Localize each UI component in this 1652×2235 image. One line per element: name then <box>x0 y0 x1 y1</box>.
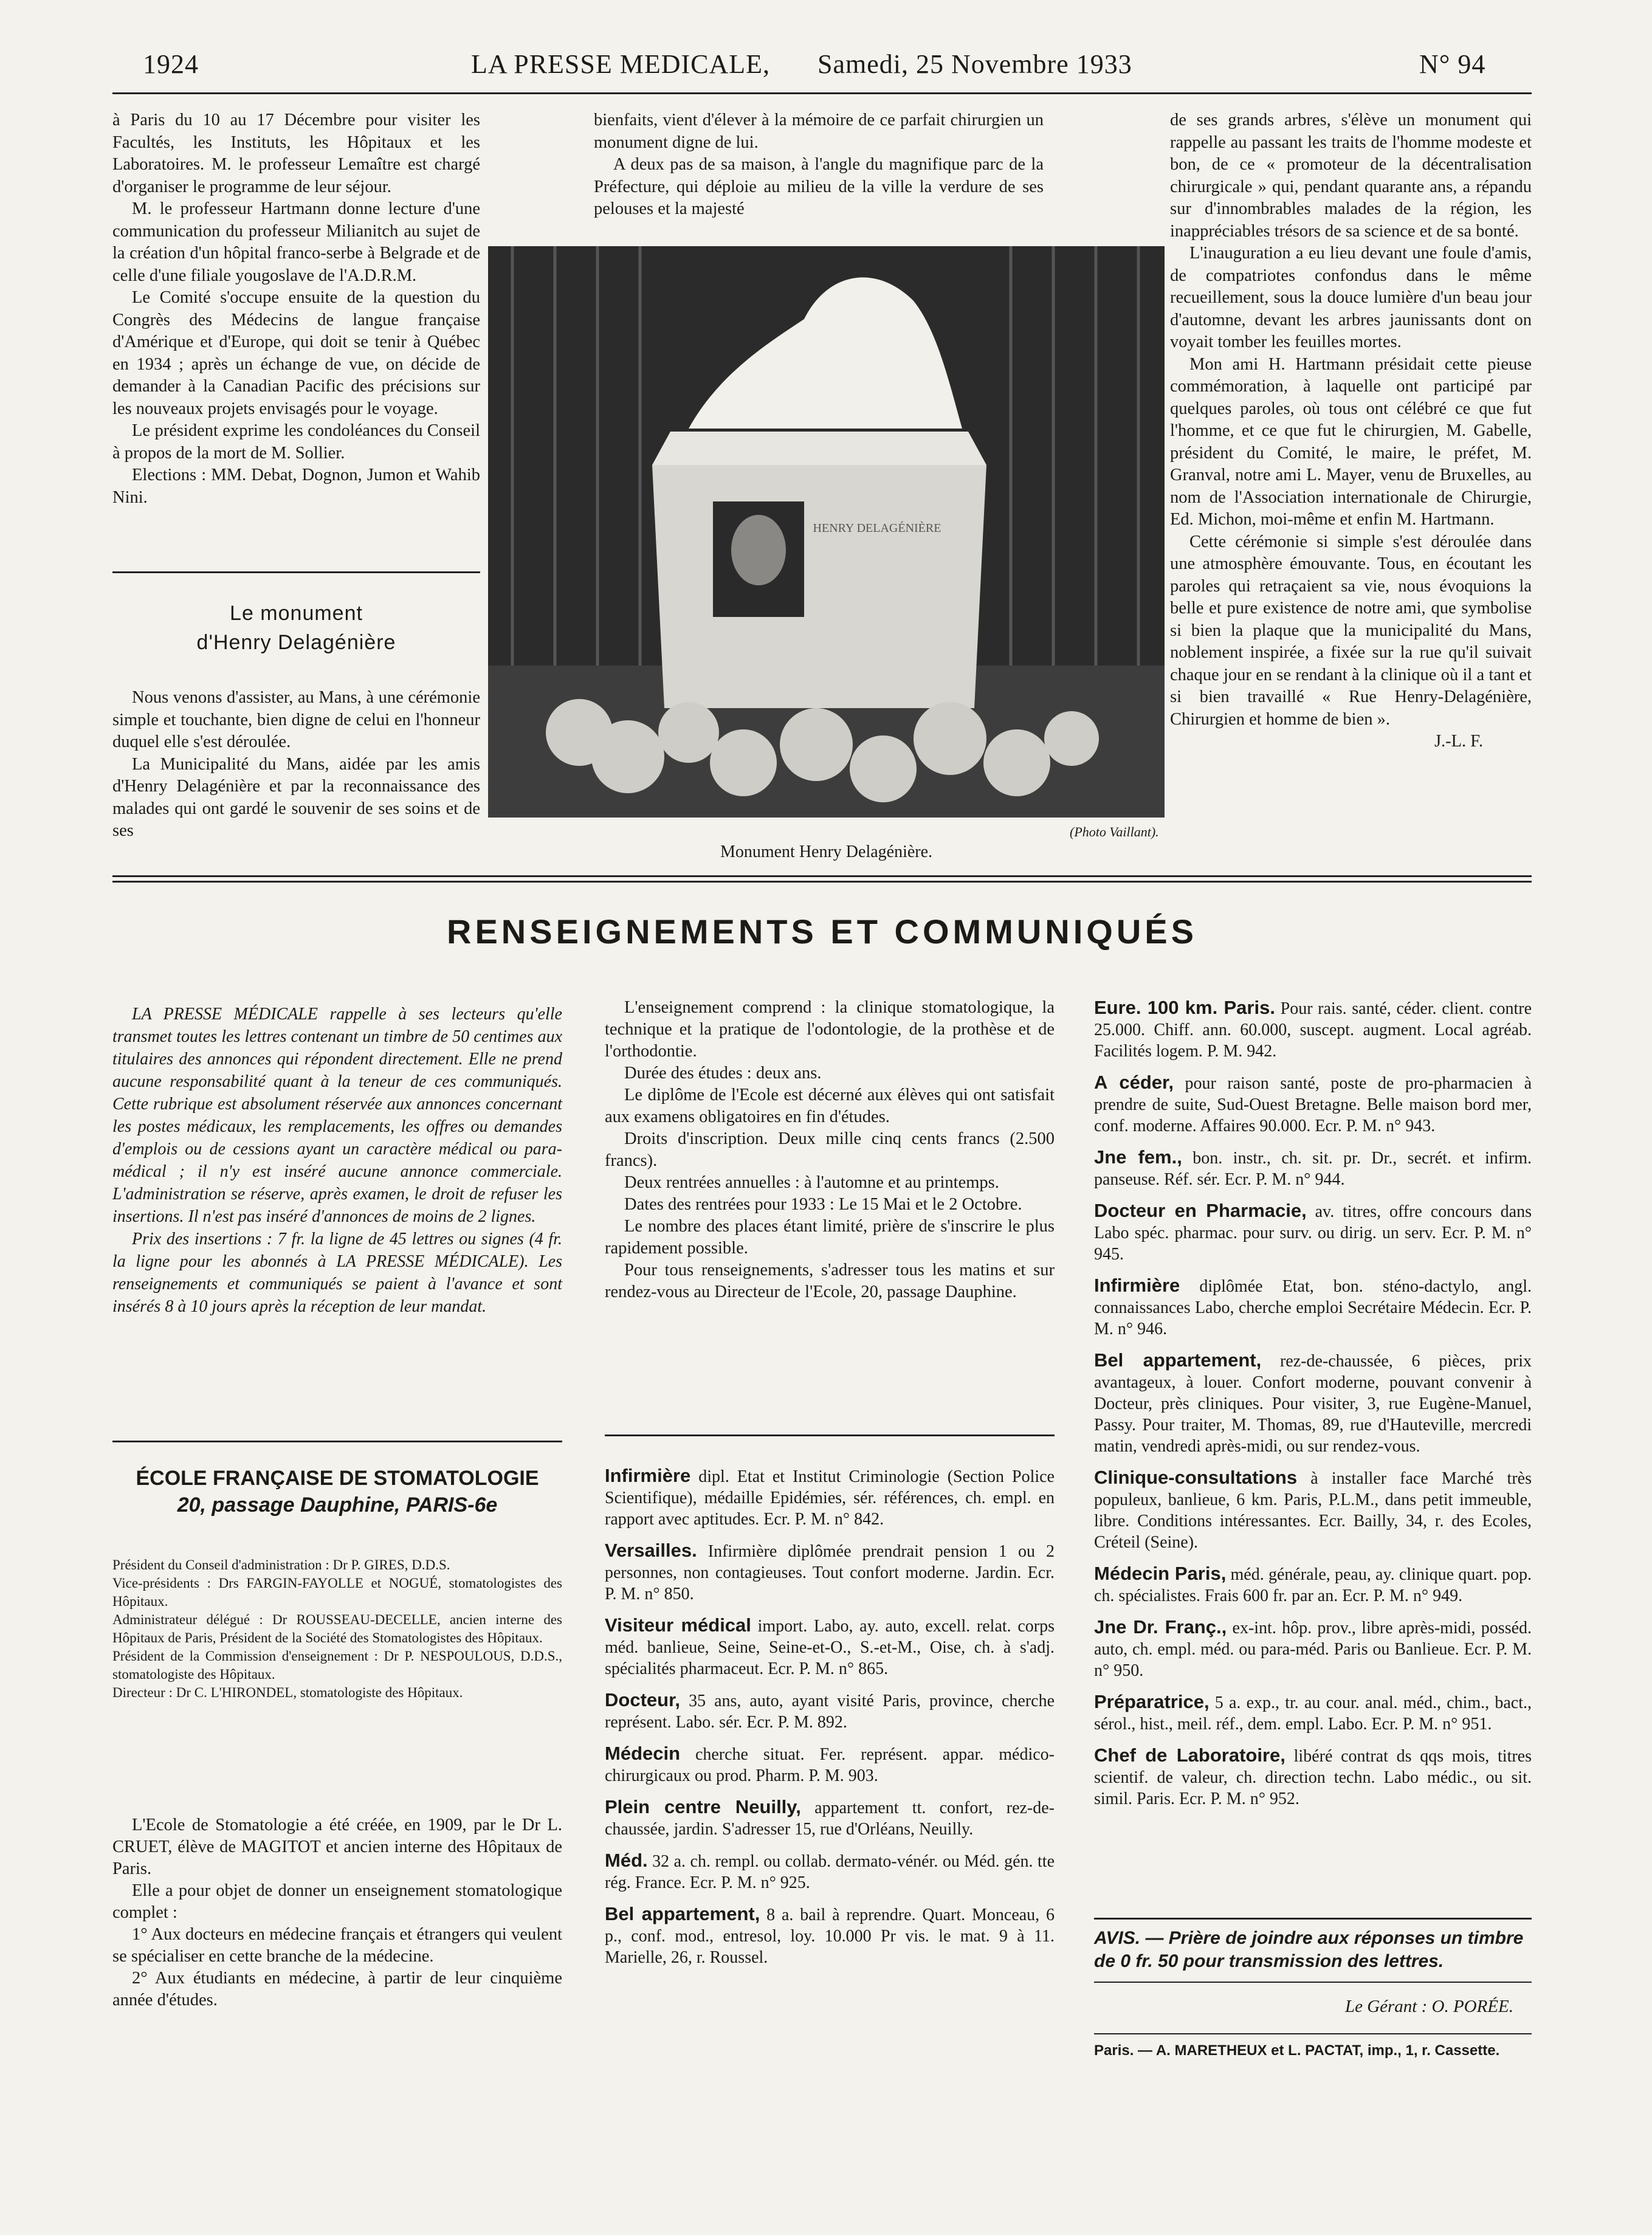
monument-photo <box>488 246 1165 818</box>
column-rule <box>605 1434 1055 1436</box>
paragraph: Dates des rentrées pour 1933 : Le 15 Mai et le 2 Octobre. <box>624 1195 1022 1214</box>
avis-notice: AVIS. — Prière de joindre aux réponses un timbre de 0 fr. 50 pour transmission des lettres. <box>1094 1928 1524 1971</box>
officer-line: Président de la Commission d'enseignement : Dr P. NESPOULOUS, D.D.S., stomatologiste des Hôpitaux. <box>112 1648 562 1682</box>
paragraph: Le Comité s'occupe ensuite de la question du Congrès des Médecins de langue française d'Amérique et d'Europe, qui doit se tenir à Québec en 1934 ; après un échange de vue, on décide de demander à la Canadian Pacific des précisions sur les nouveaux projets envisagés pour le voyage. <box>112 288 480 418</box>
ecole-heading <box>112 1465 562 1518</box>
paragraph: Deux rentrées annuelles : à l'automne et au printemps. <box>624 1173 999 1192</box>
paragraph: Cette cérémonie si simple s'est déroulée dans une atmosphère émouvante. Tous, en écoutant les paroles qui retraçaient sa vie, nous évoquions la belle et pure existence de notre ami, que symbolise si bien la plaque que la municipalité du Mans, noblement inspirée, a fixée sur la rue qu'il suivait chaque jour en se rendant à la clinique où il a tant et si bien travaillé « Rue Henry-Delagénière, Chirurgien et homme de bien ». <box>1170 532 1532 729</box>
page-header <box>109 49 1532 85</box>
paragraph: de ses grands arbres, s'élève un monument qui rappelle au passant les traits de l'homme modeste et bon, de ce « promoteur de la décentralisation chirurgicale » qui, pendant quarante ans, a répandu sur d'innombrables malades de la région, les inappréciables trésors de sa science et de sa bonté. <box>1170 111 1532 241</box>
monument-text <box>112 687 480 842</box>
classified-ad: Visiteur médical import. Labo, ay. auto, excell. relat. corps méd. banlieue, Seine, Seine-et-O., S.-et-M., Oise, ch. à s'adj. spécialités pharmaceut. Ecr. P. M. n° 865. <box>605 1614 1055 1678</box>
paragraph: bienfaits, vient d'élever à la mémoire de ce parfait chirurgien un monument digne de lui. <box>594 111 1044 152</box>
section-rule <box>112 571 480 573</box>
issue-date: Samedi, 25 Novembre 1933 <box>817 49 1132 79</box>
header-rule <box>112 92 1532 94</box>
classified-ad: Clinique-consultations à installer face Marché très populeux, banlieue, 6 km. Paris, P.L.M., dans petit immeuble, libre. Conditions intéressantes. Ecr. Bailly, 34, r. des Ecoles, Créteil (Seine). <box>1094 1467 1532 1552</box>
classified-ad: Chef de Laboratoire, libéré contrat ds qqs mois, titres scientif. de valeur, ch. direction techn. Labo médic., ou sit. simil. Paris. Ecr. P. M. n° 952. <box>1094 1744 1532 1808</box>
printer-imprint: Paris. — A. MARETHEUX et L. PACTAT, imp., 1, r. Cassette. <box>1094 2042 1500 2059</box>
classified-ad: Médecin Paris, méd. générale, peau, ay. clinique quart. pop. ch. spécialistes. Frais 600 fr. par an. Ecr. P. M. n° 949. <box>1094 1563 1532 1605</box>
notice-box <box>112 1003 562 1318</box>
photo-caption: Monument Henry Delagénière. <box>720 842 933 861</box>
double-rule-top <box>112 875 1532 877</box>
plaque-inscription: HENRY DELAGÉNIÈRE <box>813 522 941 535</box>
signature: J.-L. F. <box>1434 732 1483 751</box>
photo-credit: (Photo Vaillant). <box>1070 824 1159 839</box>
classified-ad: Docteur, 35 ans, auto, ayant visité Paris, province, cherche représent. Labo. sér. Ecr. P. M. 892. <box>605 1689 1055 1732</box>
officer-line: Vice-présidents : Drs FARGIN-FAYOLLE et NOGUÉ, stomatologistes des Hôpitaux. <box>112 1576 562 1609</box>
paragraph: La Municipalité du Mans, aidée par les amis d'Henry Delagénière et par la reconnaissance des malades qui ont gardé le souvenir de ses soins et de ses <box>112 754 480 840</box>
avis-rule-top <box>1094 1918 1532 1920</box>
paragraph: LA PRESSE MÉDICALE rappelle à ses lecteurs qu'elle transmet toutes les lettres contenant un timbre de 50 centimes aux titulaires des annonces qui répondent directement. Elle ne prend aucune responsabilité quant à la teneur de ces communiqués. Cette rubrique est absolument réservée aux annonces concernant les postes médicaux, les remplacements, les offres ou demandes d'emplois ou de cessions ayant un caractère médical ou para-médical ; il n'y est inséré aucune annonce commerciale. L'administration se réserve, après examen, le droit de refuser les insertions. Il n'est pas inséré d'annonces de moins de 2 lignes. <box>112 1005 562 1226</box>
classified-ad: Jne fem., bon. instr., ch. sit. pr. Dr., secrét. et infirm. panseuse. Réf. sér. Ecr. P. M. n° 944. <box>1094 1146 1532 1189</box>
paragraph: M. le professeur Hartmann donne lecture d'une communication du professeur Milianitch au sujet de la création d'un hôpital franco-serbe à Belgrade et de celle d'une filiale yougoslave de l'A.D.R.M. <box>112 199 480 285</box>
officer-line: Président du Conseil d'administration : Dr P. GIRES, D.D.S. <box>112 1557 450 1572</box>
section-title: RENSEIGNEMENTS ET COMMUNIQUÉS <box>447 912 1197 951</box>
paragraph: L'enseignement comprend : la clinique stomatologique, la technique et la pratique de l'odontologie, de la prothèse et de l'orthodontie. <box>605 998 1055 1061</box>
top-column-1 <box>112 109 480 509</box>
paragraph: Le nombre des places étant limité, prière de s'inscrire le plus rapidement possible. <box>605 1217 1055 1258</box>
paragraph: Le président exprime les condoléances du Conseil à propos de la mort de M. Sollier. <box>112 421 480 463</box>
imprint-rule <box>1094 2033 1532 2034</box>
paragraph: 2° Aux étudiants en médecine, à partir de leur cinquième année d'études. <box>112 1969 562 2009</box>
paragraph: Durée des études : deux ans. <box>624 1064 822 1083</box>
top-column-3 <box>1170 109 1532 753</box>
classified-ad: Jne Dr. Franç., ex-int. hôp. prov., libre après-midi, posséd. auto, ch. empl. méd. ou para-méd. Paris ou Banlieue. Ecr. P. M. n° 950. <box>1094 1616 1532 1680</box>
paragraph: Nous venons d'assister, au Mans, à une cérémonie simple et touchante, bien digne de celui en l'honneur duquel elle s'est déroulée. <box>112 688 480 751</box>
double-rule-bottom <box>112 881 1532 883</box>
monument-illustration <box>488 246 1165 818</box>
classified-ad: Infirmière dipl. Etat et Institut Criminologie (Section Police Scientifique), médaille Epidémies, sér. références, ch. empl. en rapport avec aptitudes. Ecr. P. M. n° 842. <box>605 1465 1055 1529</box>
ecole-column-2 <box>605 997 1055 1303</box>
ecole-address: 20, passage Dauphine, PARIS-6e <box>177 1493 498 1517</box>
monument-title: Le monument d'Henry Delagénière <box>196 602 396 654</box>
journal-title: LA PRESSE MEDICALE, <box>471 49 771 79</box>
ads-column-2 <box>605 1465 1055 1978</box>
paragraph: Droits d'inscription. Deux mille cinq cents francs (2.500 francs). <box>605 1129 1055 1170</box>
paragraph: Elle a pour objet de donner un enseignement stomatologique complet : <box>112 1881 562 1922</box>
classified-ad: Bel appartement, rez-de-chaussée, 6 pièces, prix avantageux, à louer. Confort moderne, pouvant convenir à Docteur, près cliniques. Pour visiter, 3, rue Eugène-Manuel, Passy. Pour traiter, M. Thomas, 89, rue d'Hauteville, mercredi matin, vendredi après-midi, ou sur rendez-vous. <box>1094 1349 1532 1456</box>
classified-ad: Bel appartement, 8 a. bail à reprendre. Quart. Monceau, 6 p., conf. mod., entresol, loy. 10.000 Pr vis. le mat. 9 à 11. Marielle, 26, r. Roussel. <box>605 1903 1055 1967</box>
classified-ad: Infirmière diplômée Etat, bon. sténo-dactylo, angl. connaissances Labo, cherche emploi Secrétaire Médecin. Ecr. P. M. n° 946. <box>1094 1275 1532 1338</box>
avis-rule-bottom <box>1094 1982 1532 1983</box>
ecole-title: ÉCOLE FRANÇAISE DE STOMATOLOGIE <box>136 1467 539 1490</box>
officer-line: Administrateur délégué : Dr ROUSSEAU-DECELLE, ancien interne des Hôpitaux de Paris, Président de la Société des Stomatologistes des Hôpitaux. <box>112 1612 562 1645</box>
paragraph: Le diplôme de l'Ecole est décerné aux élèves qui ont satisfait aux examens obligatoires en fin d'études. <box>605 1086 1055 1126</box>
classified-ad: Préparatrice, 5 a. exp., tr. au cour. anal. méd., chim., bact., sérol., hist., meil. réf., dem. empl. Labo. Ecr. P. M. n° 951. <box>1094 1691 1532 1734</box>
paragraph: Prix des insertions : 7 fr. la ligne de 45 lettres ou signes (4 fr. la ligne pour les abonnés à LA PRESSE MÉDICALE). Les renseignements et communiqués se paient à l'avance et sont insérés 8 à 10 jours après la réception de leur mandat. <box>112 1230 562 1316</box>
classified-ad: Méd. 32 a. ch. rempl. ou collab. dermato-vénér. ou Méd. gén. tte rég. France. Ecr. P. M. n° 925. <box>605 1850 1055 1892</box>
officer-line: Directeur : Dr C. L'HIRONDEL, stomatologiste des Hôpitaux. <box>112 1685 463 1700</box>
paragraph: 1° Aux docteurs en médecine français et étrangers qui veulent se spécialiser en cette branche de la médecine. <box>112 1925 562 1966</box>
top-column-2 <box>594 109 1044 221</box>
ecole-officers <box>112 1556 562 1702</box>
paragraph: Pour tous renseignements, s'adresser tous les matins et sur rendez-vous au Directeur de l'Ecole, 20, passage Dauphine. <box>605 1261 1055 1301</box>
paragraph: A deux pas de sa maison, à l'angle du magnifique parc de la Préfecture, qui déploie au milieu de la ville la verdure de ses pelouses et la majesté <box>594 155 1044 218</box>
paragraph: Elections : MM. Debat, Dognon, Jumon et Wahib Nini. <box>112 466 480 507</box>
paragraph: L'Ecole de Stomatologie a été créée, en 1909, par le Dr L. CRUET, élève de MAGITOT et ancien interne des Hôpitaux de Paris. <box>112 1816 562 1878</box>
classified-ad: Versailles. Infirmière diplômée prendrait pension 1 ou 2 personnes, non contagieuses. Tout confort moderne. Jardin. Ecr. P. M. n° 850. <box>605 1540 1055 1603</box>
paragraph: L'inauguration a eu lieu devant une foule d'amis, de compatriotes confondus dans le même recueillement, sous la douce lumière d'un beau jour d'automne, devant les arbres jaunissants dont on voyait tomber les feuilles mortes. <box>1170 244 1532 351</box>
paragraph: Mon ami H. Hartmann présidait cette pieuse commémoration, à laquelle ont participé par quelques paroles, où tous ont célébré ce que fut l'homme, et ce que fut le chirurgien, M. Gabelle, président du Comité, le maire, le préfet, M. Granval, notre ami L. Mayer, venu de Bruxelles, au nom de l'Association internationale de Chirurgie, Ed. Michon, moi-même et enfin M. Hartmann. <box>1170 354 1532 529</box>
paragraph: à Paris du 10 au 17 Décembre pour visiter les Facultés, les Instituts, les Hôpitaux et les Laboratoires. M. le professeur Lemaître est chargé d'organiser le programme de leur séjour. <box>112 111 480 196</box>
issue-number: N° 94 <box>1419 49 1486 79</box>
classified-ad: A céder, pour raison santé, poste de pro-pharmacien à prendre de suite, Sud-Ouest Bretagne. Belle maison bord mer, conf. moderne. Affaires 90.000. Ecr. P. M. n° 943. <box>1094 1072 1532 1135</box>
classified-ad: Eure. 100 km. Paris. Pour rais. santé, céder. client. contre 25.000. Chiff. ann. 60.000, suscept. augment. Local agréab. Facilités logem. P. M. 942. <box>1094 997 1532 1061</box>
notice-rule <box>112 1441 562 1442</box>
classified-ad: Plein centre Neuilly, appartement tt. confort, rez-de-chaussée, jardin. S'adresser 15, rue d'Orléans, Neuilly. <box>605 1796 1055 1839</box>
ads-column-3 <box>1094 997 1532 1819</box>
gerant-signature: Le Gérant : O. PORÉE. <box>1344 1997 1513 2016</box>
ecole-text <box>112 1814 562 2011</box>
classified-ad: Médecin cherche situat. Fer. représent. appar. médico-chirurgicaux ou prod. Pharm. P. M. 903. <box>605 1743 1055 1785</box>
classified-ad: Docteur en Pharmacie, av. titres, offre concours dans Labo spéc. pharmac. pour surv. ou dirig. un serv. Ecr. P. M. n° 945. <box>1094 1200 1532 1264</box>
page-number: 1924 <box>143 49 199 79</box>
